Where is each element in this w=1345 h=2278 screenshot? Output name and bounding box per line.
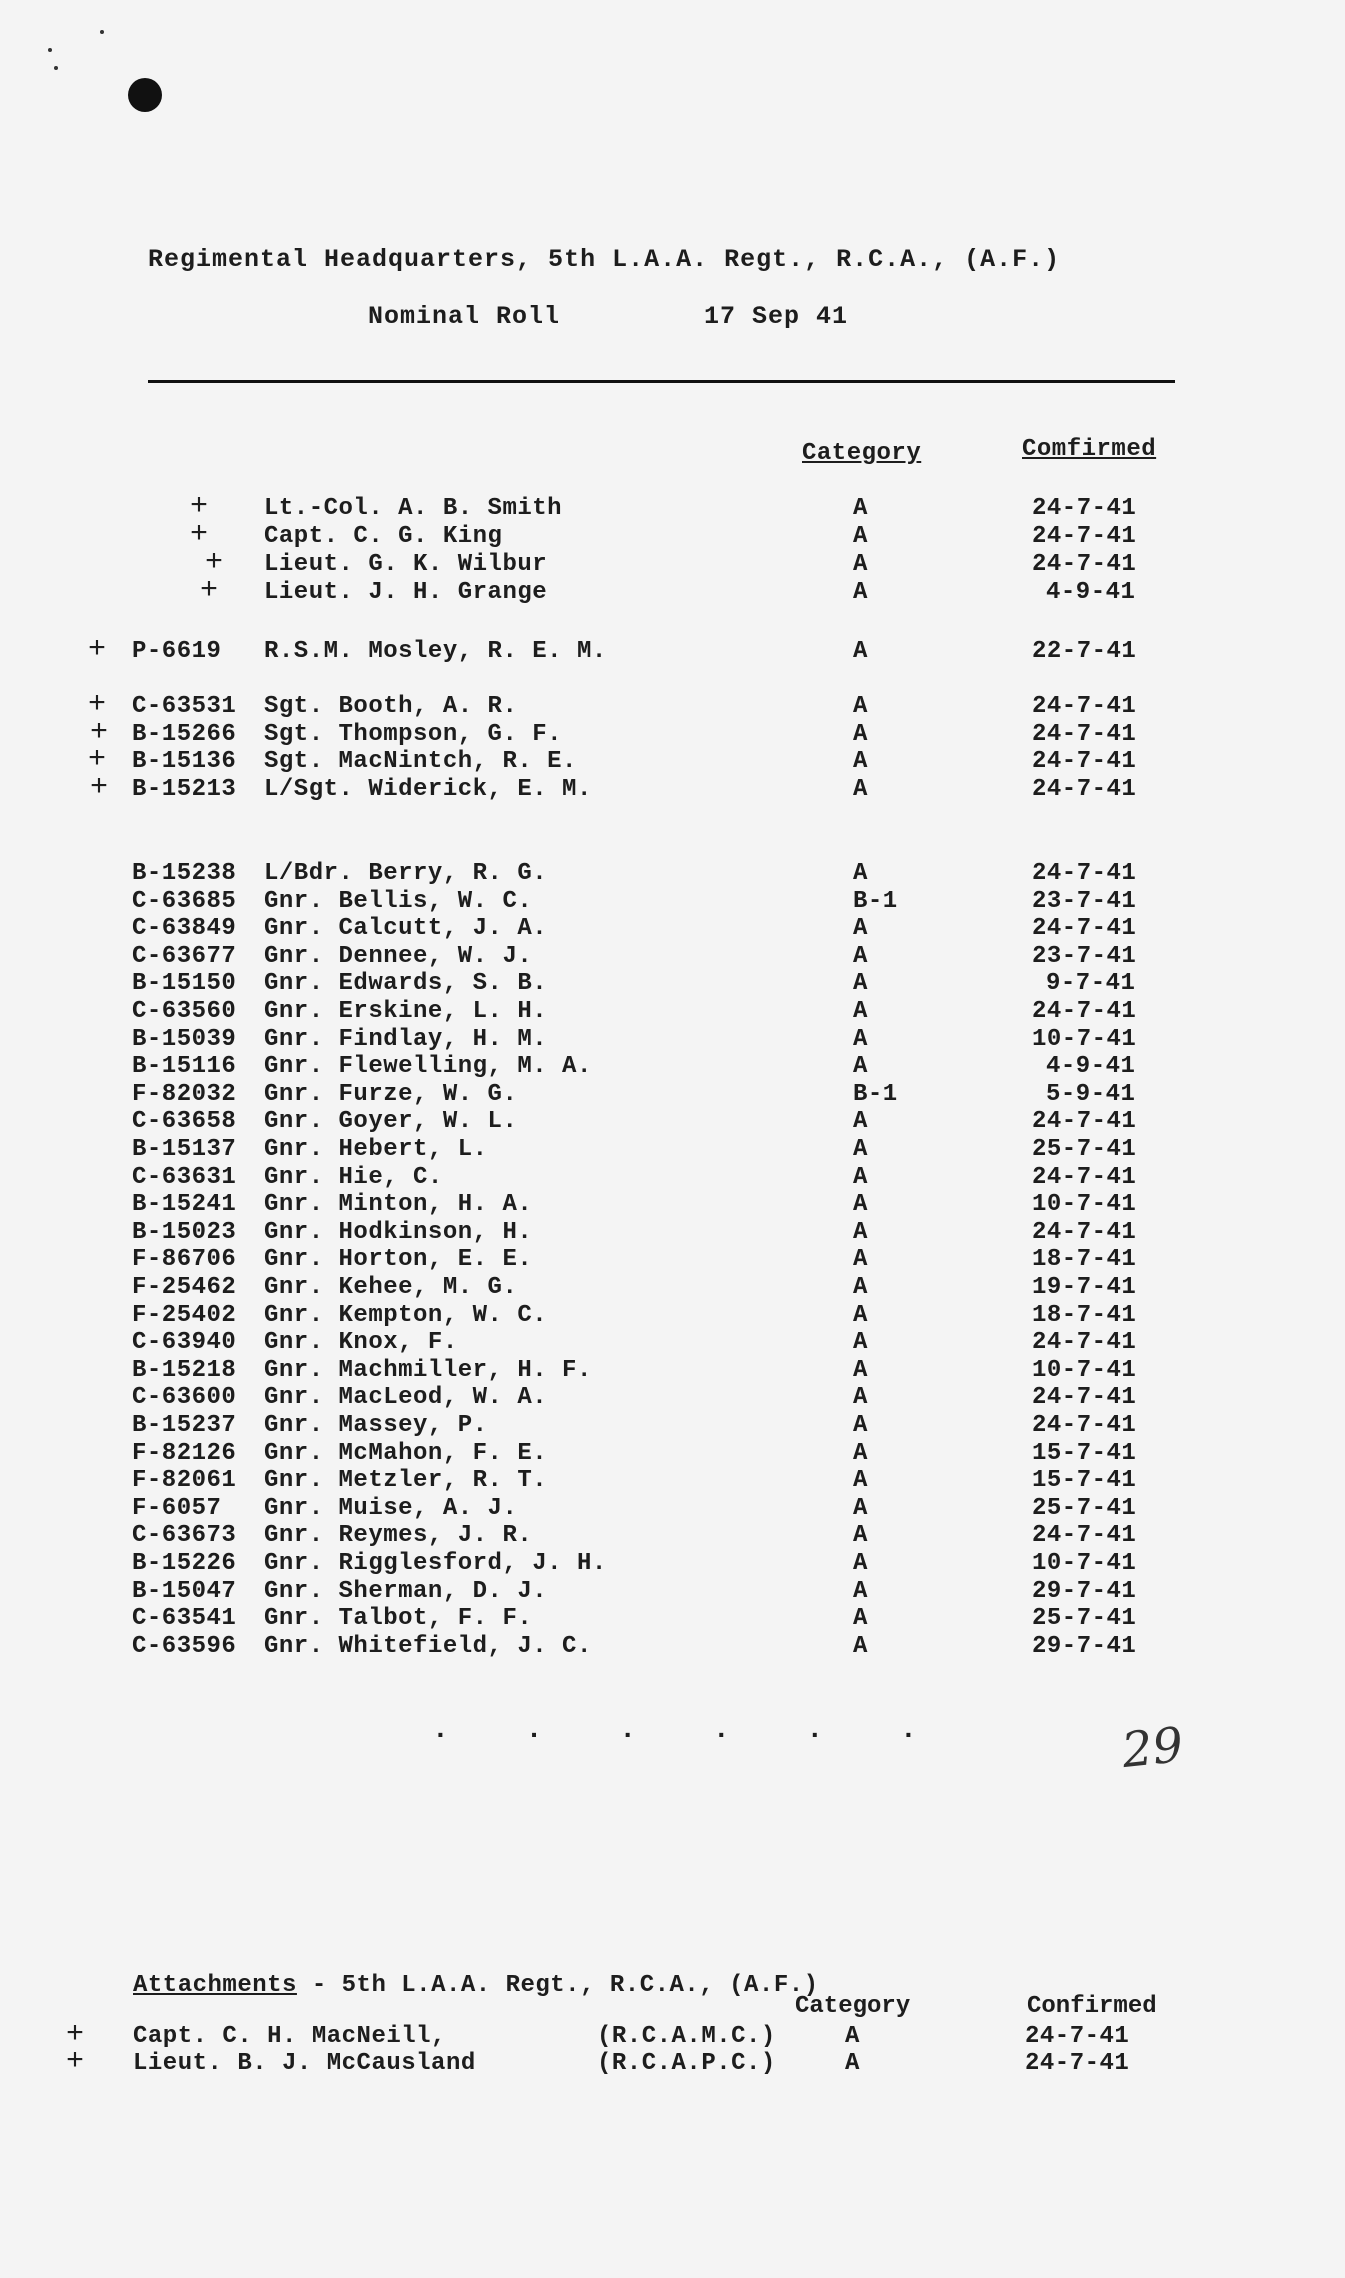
medical-category: A xyxy=(853,1218,868,1246)
medical-category: A xyxy=(853,1191,868,1219)
service-number: B-15116 xyxy=(132,1053,237,1081)
rank-and-name: Gnr. Talbot, F. F. xyxy=(264,1605,533,1633)
confirmed-date: 24-7-41 xyxy=(1032,860,1137,887)
roll-row xyxy=(0,860,1345,888)
medical-category: A xyxy=(853,1384,868,1412)
confirmed-date: 22-7-41 xyxy=(1032,638,1137,665)
medical-category: A xyxy=(853,1550,868,1577)
rank-and-name: Capt. C. G. King xyxy=(264,523,503,550)
column-header-category: Category xyxy=(802,440,922,467)
roll-row xyxy=(0,970,1345,998)
medical-category: A xyxy=(853,551,868,578)
service-number: C-63531 xyxy=(132,693,237,720)
confirmed-date: 25-7-41 xyxy=(1032,1136,1137,1163)
header-rule xyxy=(148,380,1175,383)
medical-category: A xyxy=(853,1163,868,1191)
rank-and-name: Gnr. Metzler, R. T. xyxy=(264,1467,548,1495)
attached-unit: (R.C.A.M.C.) xyxy=(597,2023,776,2050)
attachments-heading xyxy=(133,1972,819,1999)
confirmed-date: 24-7-41 xyxy=(1032,1329,1137,1357)
rank-and-name: Gnr. Hodkinson, H. xyxy=(264,1218,533,1246)
check-mark: + xyxy=(88,688,107,722)
attached-unit: (R.C.A.P.C.) xyxy=(597,2050,776,2077)
rank-and-name: Gnr. Edwards, S. B. xyxy=(264,970,548,998)
confirmed-date: 24-7-41 xyxy=(1032,1384,1137,1412)
confirmed-date: 24-7-41 xyxy=(1032,915,1137,943)
rank-and-name: Gnr. Hebert, L. xyxy=(264,1136,488,1163)
rank-and-name: Gnr. Machmiller, H. F. xyxy=(264,1356,592,1384)
confirmed-date: 24-7-41 xyxy=(1032,1163,1137,1191)
confirmed-date: 10-7-41 xyxy=(1032,1025,1137,1053)
rank-and-name: Gnr. McMahon, F. E. xyxy=(264,1439,548,1467)
confirmed-date: 24-7-41 xyxy=(1032,998,1137,1025)
service-number: C-63631 xyxy=(132,1163,237,1191)
medical-category: B-1 xyxy=(853,1080,898,1108)
attachments-column-category: Category xyxy=(795,1993,911,2020)
roll-row xyxy=(0,1108,1345,1136)
document-date: 17 Sep 41 xyxy=(704,302,849,331)
roll-row xyxy=(0,688,1345,722)
roll-row xyxy=(0,1440,1345,1468)
service-number: B-15023 xyxy=(132,1218,237,1246)
roll-row xyxy=(0,998,1345,1026)
roll-row xyxy=(0,518,1345,552)
service-number: F-6057 xyxy=(132,1494,222,1522)
medical-category: A xyxy=(853,970,868,998)
roll-row xyxy=(0,1164,1345,1192)
medical-category: A xyxy=(845,2050,860,2077)
attachments-label: Attachments xyxy=(133,1972,297,1999)
rank-and-name: Gnr. Horton, E. E. xyxy=(264,1246,533,1274)
medical-category: A xyxy=(853,638,868,665)
service-number: F-25402 xyxy=(132,1301,237,1329)
medical-category: A xyxy=(853,1274,868,1301)
confirmed-date: 25-7-41 xyxy=(1032,1605,1137,1633)
confirmed-date: 29-7-41 xyxy=(1032,1632,1137,1660)
confirmed-date: 18-7-41 xyxy=(1032,1246,1137,1274)
medical-category: A xyxy=(853,1577,868,1605)
confirmed-date: 24-7-41 xyxy=(1032,1522,1137,1550)
medical-category: A xyxy=(853,495,868,522)
service-number: B-15047 xyxy=(132,1577,237,1605)
medical-category: A xyxy=(853,1329,868,1357)
confirmed-date: 24-7-41 xyxy=(1025,2023,1130,2050)
medical-category: A xyxy=(853,1494,868,1522)
confirmed-date: 24-7-41 xyxy=(1025,2050,1130,2077)
check-mark: + xyxy=(66,2018,85,2052)
service-number: C-63541 xyxy=(132,1605,237,1633)
medical-category: A xyxy=(853,942,868,970)
service-number: C-63673 xyxy=(132,1522,237,1550)
medical-category: A xyxy=(853,1136,868,1163)
handwritten-sheet-number: 29 xyxy=(1119,1716,1186,1780)
medical-category: A xyxy=(853,1605,868,1633)
confirmed-date: 24-7-41 xyxy=(1032,1108,1137,1136)
rank-and-name: Gnr. Bellis, W. C. xyxy=(264,887,533,915)
confirmed-date: 24-7-41 xyxy=(1032,693,1137,720)
roll-row xyxy=(0,943,1345,971)
confirmed-date: 15-7-41 xyxy=(1032,1467,1137,1495)
service-number: F-82032 xyxy=(132,1080,237,1108)
medical-category: A xyxy=(853,1053,868,1081)
roll-row xyxy=(0,743,1345,777)
rank-and-name: Gnr. Rigglesford, J. H. xyxy=(264,1550,607,1577)
medical-category: A xyxy=(845,2023,860,2050)
roll-row xyxy=(0,1522,1345,1550)
roll-row xyxy=(0,915,1345,943)
continuation-dots: . . . . . . xyxy=(432,1715,947,1746)
confirmed-date: 5-9-41 xyxy=(1046,1080,1136,1108)
confirmed-date: 24-7-41 xyxy=(1032,551,1137,578)
medical-category: B-1 xyxy=(853,887,898,915)
medical-category: A xyxy=(853,1356,868,1384)
roll-row xyxy=(0,1274,1345,1302)
service-number: C-63600 xyxy=(132,1384,237,1412)
confirmed-date: 4-9-41 xyxy=(1046,1053,1136,1081)
document-subtitle: Nominal Roll xyxy=(368,302,561,331)
rank-and-name: Gnr. MacLeod, W. A. xyxy=(264,1384,548,1412)
confirmed-date: 9-7-41 xyxy=(1046,970,1136,998)
service-number: B-15238 xyxy=(132,860,237,887)
service-number: C-63849 xyxy=(132,915,237,943)
punch-hole xyxy=(128,78,162,112)
medical-category: A xyxy=(853,915,868,943)
confirmed-date: 4-9-41 xyxy=(1046,579,1136,606)
roll-row xyxy=(0,1633,1345,1661)
roll-row xyxy=(0,888,1345,916)
service-number: F-25462 xyxy=(132,1274,237,1301)
rank-and-name: Gnr. Kempton, W. C. xyxy=(264,1301,548,1329)
rank-and-name: Gnr. Erskine, L. H. xyxy=(264,998,548,1025)
roll-row xyxy=(0,1357,1345,1385)
speck xyxy=(100,30,104,34)
rank-and-name: Gnr. Kehee, M. G. xyxy=(264,1274,518,1301)
medical-category: A xyxy=(853,1412,868,1439)
rank-and-name: Sgt. Thompson, G. F. xyxy=(264,720,563,748)
service-number: C-63596 xyxy=(132,1632,237,1660)
confirmed-date: 29-7-41 xyxy=(1032,1577,1137,1605)
attachment-row xyxy=(0,2018,1345,2052)
rank-and-name: Gnr. Furze, W. G. xyxy=(264,1080,518,1108)
roll-row xyxy=(0,1329,1345,1357)
confirmed-date: 24-7-41 xyxy=(1032,1218,1137,1246)
roll-row xyxy=(0,1578,1345,1606)
service-number: C-63685 xyxy=(132,887,237,915)
rank-and-name: R.S.M. Mosley, R. E. M. xyxy=(264,638,607,665)
check-mark: + xyxy=(90,770,109,805)
roll-row xyxy=(0,633,1345,667)
service-number: C-63560 xyxy=(132,998,237,1025)
medical-category: A xyxy=(853,523,868,550)
roll-row xyxy=(0,1384,1345,1412)
confirmed-date: 15-7-41 xyxy=(1032,1439,1137,1467)
roll-row xyxy=(0,1191,1345,1219)
confirmed-date: 23-7-41 xyxy=(1032,942,1137,970)
rank-and-name: Gnr. Knox, F. xyxy=(264,1329,458,1357)
medical-category: A xyxy=(853,693,868,720)
rank-and-name: Gnr. Minton, H. A. xyxy=(264,1191,533,1219)
roll-row xyxy=(0,1495,1345,1523)
document-title: Regimental Headquarters, 5th L.A.A. Regt., R.C.A., (A.F.) xyxy=(148,245,1061,274)
roll-row xyxy=(0,1550,1345,1578)
roll-row xyxy=(0,1081,1345,1109)
medical-category: A xyxy=(853,1301,868,1329)
rank-and-name: Capt. C. H. MacNeill, xyxy=(133,2023,446,2050)
rank-and-name: Gnr. Reymes, J. R. xyxy=(264,1522,533,1550)
roll-row xyxy=(0,1219,1345,1247)
roll-row xyxy=(0,1467,1345,1495)
check-mark: + xyxy=(90,715,109,750)
service-number: B-15150 xyxy=(132,970,237,998)
service-number: C-63677 xyxy=(132,942,237,970)
rank-and-name: Gnr. Findlay, H. M. xyxy=(264,1025,548,1053)
confirmed-date: 10-7-41 xyxy=(1032,1191,1137,1219)
medical-category: A xyxy=(853,998,868,1025)
rank-and-name: Lieut. G. K. Wilbur xyxy=(264,551,548,578)
service-number: F-82126 xyxy=(132,1439,237,1467)
confirmed-date: 10-7-41 xyxy=(1032,1550,1137,1577)
service-number: B-15266 xyxy=(132,720,237,748)
confirmed-date: 24-7-41 xyxy=(1032,495,1137,522)
confirmed-date: 24-7-41 xyxy=(1032,775,1137,803)
service-number: B-15241 xyxy=(132,1191,237,1219)
service-number: B-15237 xyxy=(132,1412,237,1439)
rank-and-name: Gnr. Muise, A. J. xyxy=(264,1494,518,1522)
confirmed-date: 10-7-41 xyxy=(1032,1356,1137,1384)
medical-category: A xyxy=(853,1467,868,1495)
service-number: B-15213 xyxy=(132,775,237,803)
service-number: B-15226 xyxy=(132,1550,237,1577)
service-number: B-15137 xyxy=(132,1136,237,1163)
check-mark: + xyxy=(66,2045,85,2079)
roll-row xyxy=(0,715,1345,750)
service-number: F-82061 xyxy=(132,1467,237,1495)
rank-and-name: Gnr. Flewelling, M. A. xyxy=(264,1053,592,1081)
rank-and-name: Gnr. Calcutt, J. A. xyxy=(264,915,548,943)
service-number: C-63658 xyxy=(132,1108,237,1136)
medical-category: A xyxy=(853,1439,868,1467)
rank-and-name: L/Sgt. Widerick, E. M. xyxy=(264,775,592,803)
check-mark: + xyxy=(190,490,209,524)
confirmed-date: 25-7-41 xyxy=(1032,1494,1137,1522)
service-number: P-6619 xyxy=(132,638,222,665)
medical-category: A xyxy=(853,1522,868,1550)
rank-and-name: Gnr. Hie, C. xyxy=(264,1163,443,1191)
rank-and-name: Sgt. MacNintch, R. E. xyxy=(264,748,577,775)
column-header-confirmed: Comfirmed xyxy=(1022,436,1157,463)
medical-category: A xyxy=(853,1632,868,1660)
check-mark: + xyxy=(205,546,224,580)
roll-row xyxy=(0,1605,1345,1633)
medical-category: A xyxy=(853,860,868,887)
attachment-row xyxy=(0,2045,1345,2079)
check-mark: + xyxy=(88,633,107,667)
medical-category: A xyxy=(853,1025,868,1053)
roll-row xyxy=(0,1246,1345,1274)
confirmed-date: 24-7-41 xyxy=(1032,720,1137,748)
confirmed-date: 24-7-41 xyxy=(1032,1412,1137,1439)
service-number: B-15218 xyxy=(132,1356,237,1384)
speck xyxy=(54,66,58,70)
rank-and-name: Gnr. Massey, P. xyxy=(264,1412,488,1439)
service-number: B-15039 xyxy=(132,1025,237,1053)
rank-and-name: L/Bdr. Berry, R. G. xyxy=(264,860,548,887)
confirmed-date: 24-7-41 xyxy=(1032,748,1137,775)
roll-row xyxy=(0,770,1345,805)
check-mark: + xyxy=(200,574,219,608)
service-number: F-86706 xyxy=(132,1246,237,1274)
confirmed-date: 23-7-41 xyxy=(1032,887,1137,915)
check-mark: + xyxy=(88,743,107,777)
service-number: B-15136 xyxy=(132,748,237,775)
medical-category: A xyxy=(853,775,868,803)
roll-row xyxy=(0,1026,1345,1054)
medical-category: A xyxy=(853,579,868,606)
rank-and-name: Gnr. Goyer, W. L. xyxy=(264,1108,518,1136)
rank-and-name: Gnr. Sherman, D. J. xyxy=(264,1577,548,1605)
service-number: C-63940 xyxy=(132,1329,237,1357)
medical-category: A xyxy=(853,748,868,775)
confirmed-date: 24-7-41 xyxy=(1032,523,1137,550)
rank-and-name: Lt.-Col. A. B. Smith xyxy=(264,495,563,522)
rank-and-name: Lieut. B. J. McCausland xyxy=(133,2050,476,2077)
roll-row xyxy=(0,1412,1345,1440)
attachments-column-confirmed: Confirmed xyxy=(1027,1993,1157,2020)
rank-and-name: Lieut. J. H. Grange xyxy=(264,579,548,606)
check-mark: + xyxy=(190,518,209,552)
rank-and-name: Sgt. Booth, A. R. xyxy=(264,693,518,720)
medical-category: A xyxy=(853,1108,868,1136)
speck xyxy=(48,48,52,52)
medical-category: A xyxy=(853,720,868,748)
confirmed-date: 19-7-41 xyxy=(1032,1274,1137,1301)
roll-row xyxy=(0,1053,1345,1081)
roll-row xyxy=(0,1302,1345,1330)
roll-row xyxy=(0,574,1345,608)
roll-row xyxy=(0,1136,1345,1164)
confirmed-date: 18-7-41 xyxy=(1032,1301,1137,1329)
medical-category: A xyxy=(853,1246,868,1274)
rank-and-name: Gnr. Whitefield, J. C. xyxy=(264,1632,592,1660)
attachments-unit: - 5th L.A.A. Regt., R.C.A., (A.F.) xyxy=(311,1972,819,1999)
rank-and-name: Gnr. Dennee, W. J. xyxy=(264,942,533,970)
